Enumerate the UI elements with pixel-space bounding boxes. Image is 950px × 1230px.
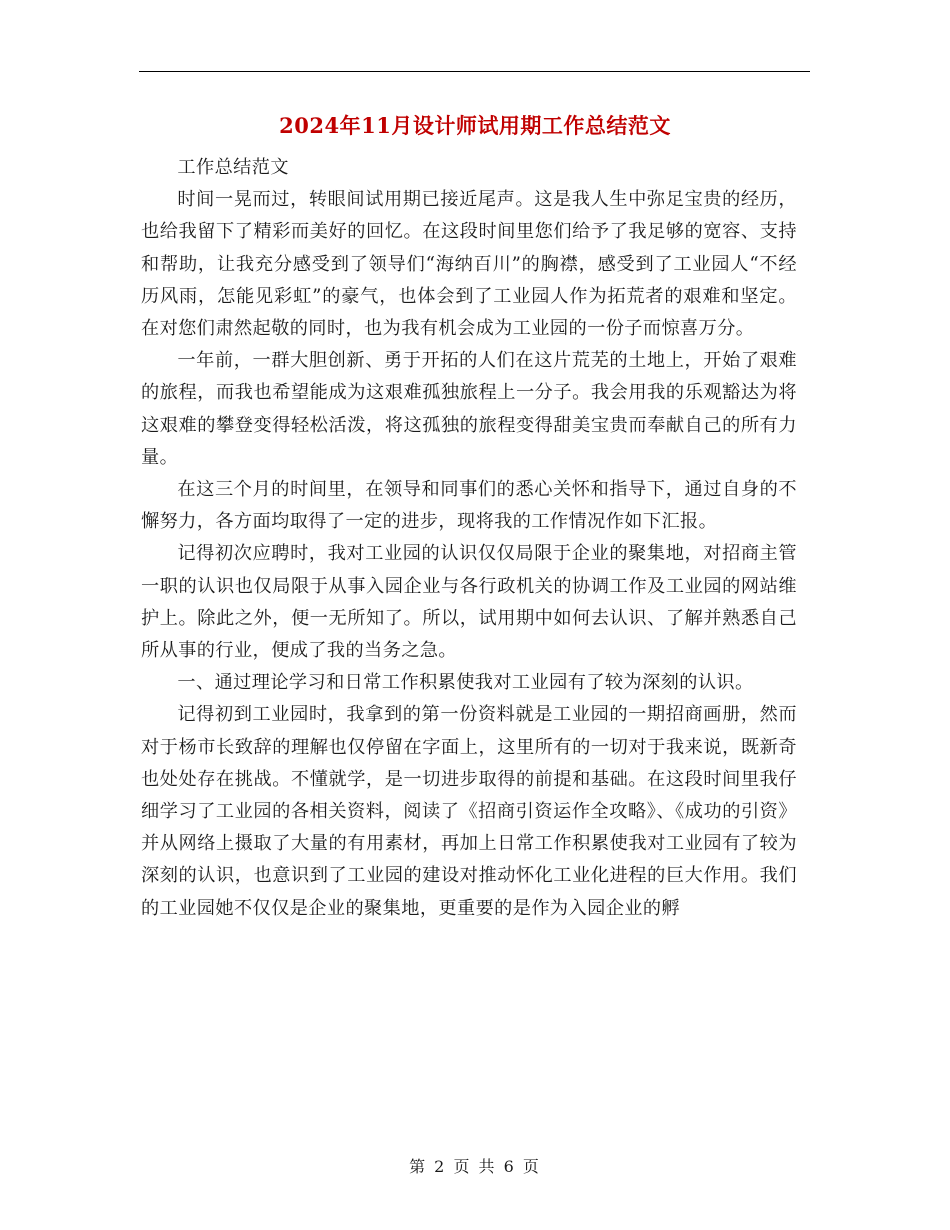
paragraph: 工作总结范文 [177, 157, 289, 178]
page-number-footer: 第 2 页 共 6 页 [409, 1157, 541, 1176]
paragraph: 一、通过理论学习和日常工作积累使我对工业园有了较为深刻的认识。 [177, 672, 754, 694]
paragraph: 记得初到工业园时，我拿到的第一份资料就是工业园的一期招商画册，然而对于杨市长致辞的理解也仅停留在字面上，这里所有的一切对于我来说，既新奇也处处存在挑战。不懂就学，是一切进步取得的前提和基础。在这段时间里我仔细学习了工业园的各相关资料，阅读了《招商引资运作全攻略》、《成功的引资》并从网络上摄取了大量的有用素材，再加上日常工作积累使我对工业园有了较为深刻的认识，也意识到了工业园的建设对推动怀化工业化进程的巨大作用。我们的工业园她不仅仅是企业的聚集地，更重要的是作为入园企业的孵 [141, 704, 797, 919]
paragraph: 时间一晃而过，转眼间试用期已接近尾声。这是我人生中弥足宝贵的经历，也给我留下了精彩而美好的回忆。在这段时间里您们给予了我足够的宽容、支持和帮助，让我充分感受到了领导们“海纳百川”的胸襟，感受到了工业园人“不经历风雨，怎能见彩虹”的豪气，也体会到了工业园人作为拓荒者的艰难和坚定。在对您们肃然起敬的同时，也为我有机会成为工业园的一份子而惊喜万分。 [141, 189, 797, 340]
paragraph: 一年前，一群大胆创新、勇于开拓的人们在这片荒芜的土地上，开始了艰难的旅程，而我也希望能成为这艰难孤独旅程上一分子。我会用我的乐观豁达为将这艰难的攀登变得轻松活泼，将这孤独的旅程变得甜美宝贵而奉献自己的所有力量。 [141, 350, 797, 468]
paragraph: 在这三个月的时间里，在领导和同事们的悉心关怀和指导下，通过自身的不懈努力，各方面均取得了一定的进步，现将我的工作情况作如下汇报。 [141, 479, 797, 533]
paragraph: 记得初次应聘时，我对工业园的认识仅仅局限于企业的聚集地，对招商主管一职的认识也仅局限于从事入园企业与各行政机关的协调工作及工业园的网站维护上。除此之外，便一无所知了。所以，试用期中如何去认识、了解并熟悉自己所从事的行业，便成了我的当务之急。 [141, 543, 797, 662]
document-title: 2024年11月设计师试用期工作总结范文 [279, 113, 671, 138]
header-rule [139, 71, 810, 72]
document-body [141, 152, 797, 925]
